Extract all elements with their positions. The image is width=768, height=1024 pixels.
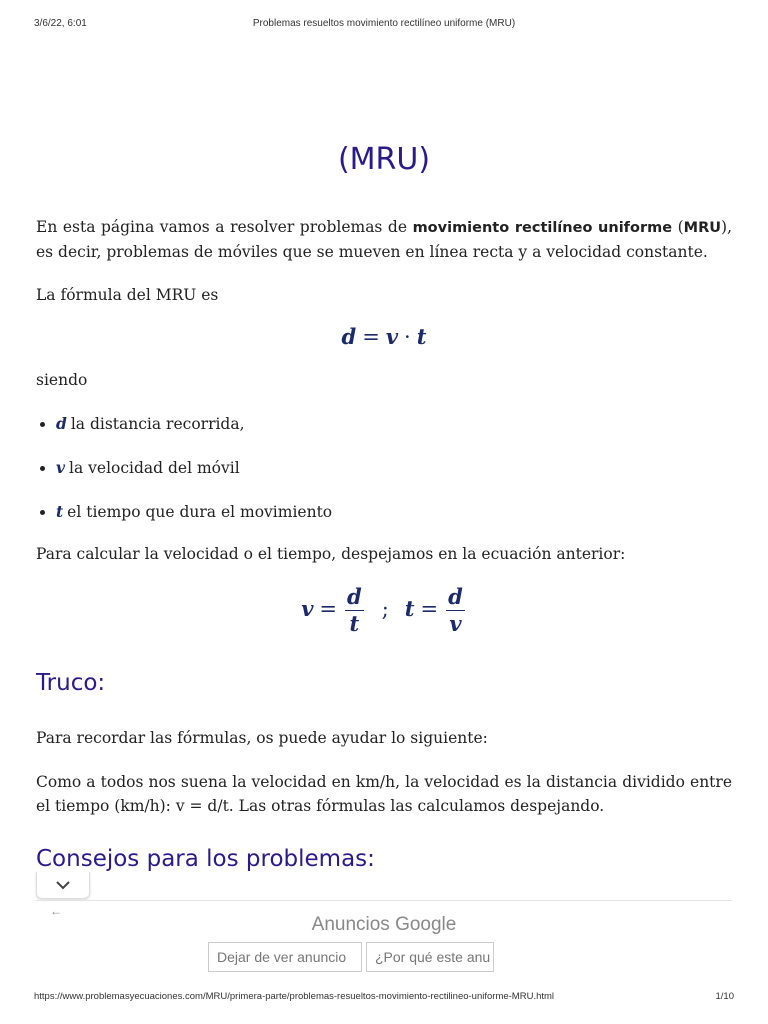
formula-dot: · bbox=[404, 325, 411, 349]
truco-heading: Truco: bbox=[36, 670, 106, 696]
var-description: el tiempo que dura el movimiento bbox=[67, 503, 333, 521]
ad-label: Anuncios Google bbox=[311, 914, 457, 935]
print-date: 3/6/22, 6:01 bbox=[34, 18, 87, 29]
despeje-paragraph: Para calcular la velocidad o el tiempo, despejamos en la ecuación anterior: bbox=[36, 545, 626, 563]
page-title: (MRU) bbox=[337, 142, 431, 177]
page-number: 1/10 bbox=[715, 991, 734, 1002]
formula2-v: v bbox=[301, 596, 314, 621]
var-symbol: d bbox=[56, 414, 67, 433]
fraction-numerator: d bbox=[347, 584, 362, 609]
ad-divider bbox=[36, 900, 732, 901]
fraction-denominator: t bbox=[349, 611, 360, 636]
formula2-equals: = bbox=[319, 597, 338, 621]
var-description: la velocidad del móvil bbox=[69, 459, 240, 477]
intro-bold-term: movimiento rectilíneo uniforme bbox=[412, 220, 673, 236]
print-url: https://www.problemasyecuaciones.com/MRU/primera-parte/problemas-resueltos-movimiento-rectilineo-uniforme-MRU.html bbox=[34, 991, 555, 1002]
ad-collapse-toggle[interactable] bbox=[36, 872, 90, 899]
var-description: la distancia recorrida, bbox=[70, 415, 245, 433]
formula2-equals-2: = bbox=[420, 597, 439, 621]
back-arrow-icon[interactable]: ← bbox=[50, 904, 62, 918]
variables-list bbox=[36, 410, 736, 542]
list-item bbox=[56, 410, 736, 454]
chevron-down-icon bbox=[56, 881, 70, 890]
formula2-separator: ; bbox=[381, 597, 389, 621]
truco-paragraph-1: Para recordar las fórmulas, os puede ayudar lo siguiente: bbox=[36, 729, 488, 747]
derived-formulas bbox=[36, 585, 732, 636]
var-symbol: t bbox=[56, 502, 64, 521]
list-item bbox=[56, 498, 736, 542]
fraction-d-over-v bbox=[446, 585, 465, 636]
list-item bbox=[56, 454, 736, 498]
siendo-text: siendo bbox=[36, 371, 88, 389]
intro-text-end: ), es decir, problemas de móviles que se mueven en línea recta y a velocidad constante. bbox=[36, 218, 732, 261]
formula-v: v bbox=[385, 324, 399, 349]
formula-equals: = bbox=[362, 325, 380, 349]
consejos-heading: Consejos para los problemas: bbox=[36, 846, 375, 872]
intro-bold-acronym: MRU bbox=[683, 220, 722, 236]
mru-formula bbox=[36, 324, 732, 349]
print-title: Problemas resueltos movimiento rectilíneo uniforme (MRU) bbox=[252, 18, 516, 29]
google-ad-block bbox=[36, 872, 732, 982]
var-symbol: v bbox=[56, 458, 66, 477]
truco-paragraph-2: Como a todos nos suena la velocidad en km/h, la velocidad es la distancia dividido entre el tiempo (km/h): v = d/t. Las otras fórmulas las calculamos despejando. bbox=[36, 773, 732, 815]
fraction-numerator: d bbox=[448, 584, 463, 609]
fraction-denominator: v bbox=[449, 611, 462, 636]
intro-text-start: En esta página vamos a resolver problemas de bbox=[36, 218, 413, 236]
formula-t: t bbox=[416, 324, 427, 349]
stop-seeing-ad-button[interactable]: Dejar de ver anuncio bbox=[208, 942, 362, 972]
fraction-d-over-t bbox=[345, 585, 364, 636]
why-this-ad-button[interactable]: ¿Por qué este anu bbox=[366, 942, 494, 972]
formula2-t: t bbox=[404, 596, 415, 621]
formula-intro: La fórmula del MRU es bbox=[36, 286, 219, 304]
formula-d: d bbox=[341, 324, 357, 349]
intro-paragraph bbox=[36, 215, 732, 264]
intro-text-mid: ( bbox=[672, 218, 684, 236]
